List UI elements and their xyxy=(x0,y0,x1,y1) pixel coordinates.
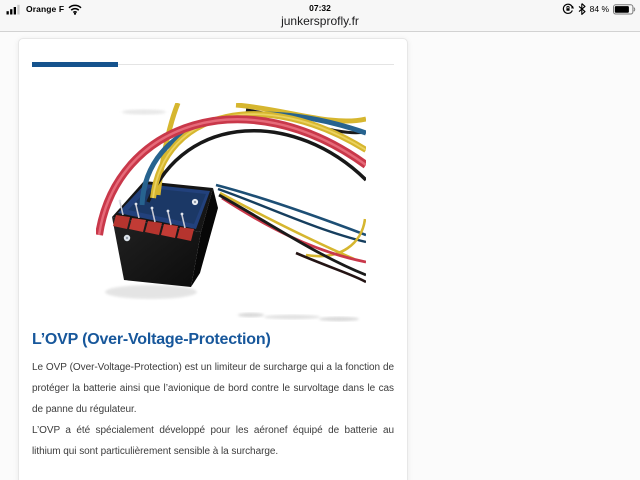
battery-icon xyxy=(613,4,636,15)
page-title: L’OVP (Over-Voltage-Protection) xyxy=(32,331,271,348)
content-card xyxy=(18,38,408,480)
ovp-photo-illustration xyxy=(96,103,366,328)
accent-bar xyxy=(32,62,118,67)
web-page xyxy=(0,32,640,480)
time-label: 07:32 xyxy=(309,3,331,13)
rotation-lock-icon xyxy=(562,3,574,15)
domain-label[interactable]: junkersprofly.fr xyxy=(281,14,359,28)
article-paragraph-1: Le OVP (Over-Voltage-Protection) est un limiteur de surcharge qui a la fonction de protéger la batterie ainsi que l’avionique de bord contre le survoltage dans le cas de panne du régulateur. xyxy=(32,362,394,415)
carrier-label: Orange F xyxy=(26,4,65,14)
divider-rule xyxy=(118,64,394,65)
article-paragraph-2: L’OVP a été spécialement développé pour les aéronef équipé de batterie au lithium qui sont particulièrement sensible à la surcharge. xyxy=(32,425,394,457)
battery-percent-label: 84 % xyxy=(589,4,609,14)
url-bar[interactable] xyxy=(0,0,640,29)
section-divider xyxy=(32,62,394,67)
ovp-device-photo xyxy=(96,103,366,328)
status-bar xyxy=(0,0,640,32)
bluetooth-icon xyxy=(578,3,586,15)
status-right-cluster xyxy=(562,3,636,15)
